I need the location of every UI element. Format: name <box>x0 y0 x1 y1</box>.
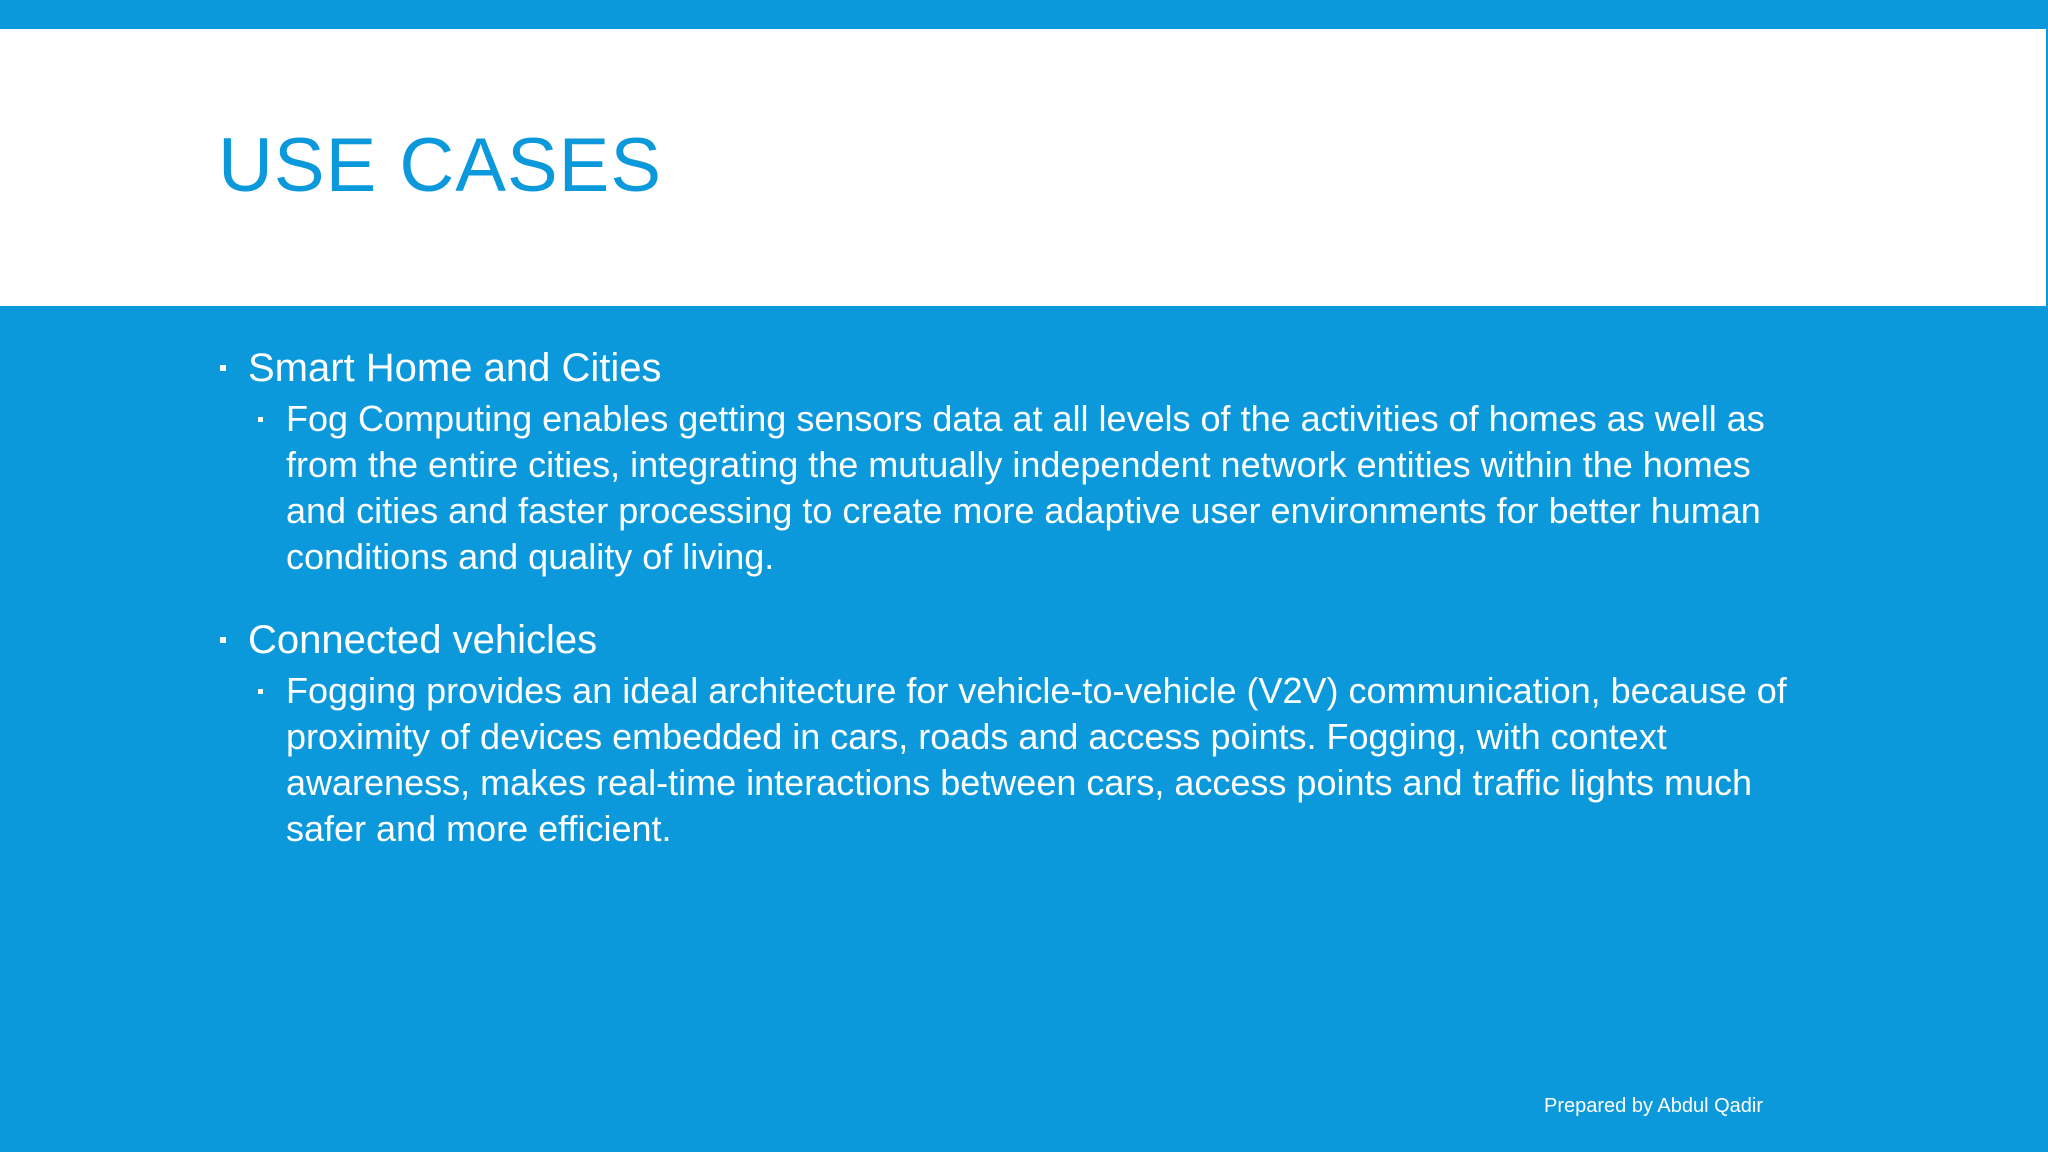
bullet-group-connected-vehicles <box>218 612 1818 852</box>
square-bullet-icon <box>258 689 263 694</box>
square-bullet-icon <box>220 637 226 643</box>
slide-footer: Prepared by Abdul Qadir <box>1544 1095 1764 1117</box>
bullet-item <box>218 612 1818 668</box>
bullet-heading: Smart Home and Cities <box>248 346 662 390</box>
bullet-item <box>218 340 1818 396</box>
bullet-group-smart-home <box>218 340 1818 580</box>
sub-bullet-item <box>256 668 1818 852</box>
square-bullet-icon <box>220 365 226 371</box>
slide-title: USE CASES <box>218 123 663 208</box>
sub-bullet-item <box>256 396 1818 580</box>
sub-bullet-text: Fog Computing enables getting sensors data at all levels of the activities of homes as well as from the entire cities, integrating the mutually independent network entities within the homes and cities and faster processing to create more adaptive user environments for better human conditions and quality of living. <box>286 398 1765 577</box>
top-accent-strip <box>0 0 2048 29</box>
slide-content <box>218 340 1818 884</box>
bullet-heading: Connected vehicles <box>248 618 598 662</box>
square-bullet-icon <box>258 417 263 422</box>
sub-bullet-text: Fogging provides an ideal architecture for vehicle-to-vehicle (V2V) communication, because of proximity of devices embedded in cars, roads and access points. Fogging, with context awareness, makes real-time interactions between cars, access points and traffic lights much safer and more efficient. <box>286 670 1787 849</box>
